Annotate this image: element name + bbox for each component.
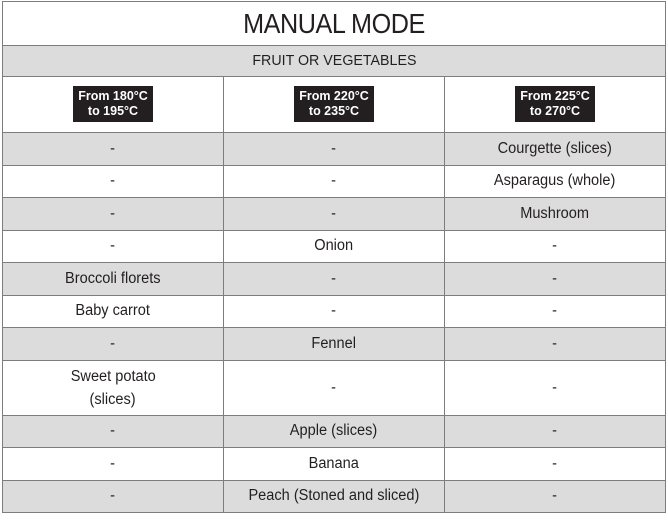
cell-text: - (331, 204, 337, 222)
table-subtitle-text: FRUIT OR VEGETABLES (251, 52, 417, 69)
cell-text: Apple (slices) (290, 422, 378, 440)
table-cell (3, 415, 224, 448)
table-cell (3, 133, 224, 166)
table-row (3, 415, 666, 448)
table-cell (445, 480, 666, 513)
cell-text: Mushroom (520, 204, 590, 222)
table-row (3, 448, 666, 481)
table-cell (445, 198, 666, 231)
cell-text: - (331, 172, 337, 190)
cell-text: - (552, 487, 558, 505)
table-row (3, 165, 666, 198)
table-cell (224, 295, 445, 328)
table-cell (224, 480, 445, 513)
table-title-text: MANUAL MODE (243, 7, 425, 39)
temperature-header-row (3, 77, 666, 133)
table-cell (224, 415, 445, 448)
table-cell (445, 448, 666, 481)
cell-text: - (110, 139, 116, 157)
table-row (3, 230, 666, 263)
table-title (3, 2, 666, 46)
temperature-badge-1 (73, 86, 153, 122)
cell-text: - (110, 487, 116, 505)
table-cell (445, 263, 666, 296)
cell-text: Courgette (slices) (497, 139, 613, 157)
subtitle-row (3, 46, 666, 77)
manual-mode-table (2, 1, 666, 513)
table-cell (224, 133, 445, 166)
table-cell (224, 360, 445, 415)
column-header-2 (224, 77, 445, 133)
table-cell (445, 165, 666, 198)
cell-text-line: (slices) (89, 390, 137, 408)
cell-text: Onion (314, 237, 354, 255)
cell-text: Banana (308, 454, 360, 472)
table-cell (3, 263, 224, 296)
cell-text: Baby carrot (75, 302, 151, 320)
temperature-badge-2-line1: From 220°C (299, 89, 369, 103)
table-cell (445, 133, 666, 166)
table-row (3, 198, 666, 231)
cell-text: - (552, 379, 558, 396)
column-header-1 (3, 77, 224, 133)
cell-text: - (552, 237, 558, 255)
cell-text: - (331, 139, 337, 157)
temperature-badge-1-line1: From 180°C (78, 89, 148, 103)
cell-text: - (110, 237, 116, 255)
cell-text: Fennel (311, 334, 357, 352)
manual-mode-table-sheet (2, 1, 666, 522)
table-cell (3, 328, 224, 361)
table-cell (224, 230, 445, 263)
table-cell (445, 295, 666, 328)
column-header-3 (445, 77, 666, 133)
table-cell (3, 448, 224, 481)
table-cell (3, 480, 224, 513)
table-row (3, 480, 666, 513)
table-cell (224, 448, 445, 481)
cell-text-line: Sweet potato (70, 367, 156, 385)
cell-text: - (552, 422, 558, 440)
cell-text: Broccoli florets (65, 269, 161, 287)
cell-text: Asparagus (whole) (494, 172, 616, 190)
table-cell (445, 360, 666, 415)
title-row (3, 2, 666, 46)
cell-text: - (552, 334, 558, 352)
table-row (3, 133, 666, 166)
temperature-badge-3 (515, 86, 595, 122)
table-row (3, 263, 666, 296)
table-cell (224, 198, 445, 231)
table-row (3, 295, 666, 328)
cell-text: - (331, 302, 337, 320)
table-cell (445, 415, 666, 448)
table-cell (3, 230, 224, 263)
temperature-badge-3-line1: From 225°C (520, 89, 590, 103)
table-cell (3, 165, 224, 198)
table-cell (3, 198, 224, 231)
table-cell (3, 295, 224, 328)
table-row (3, 360, 666, 415)
temperature-badge-3-line2: to 270°C (529, 104, 581, 118)
table-cell (224, 263, 445, 296)
cell-text: - (110, 454, 116, 472)
table-cell (224, 165, 445, 198)
table-cell (445, 230, 666, 263)
temperature-badge-2-line2: to 235°C (308, 104, 360, 118)
table-cell (445, 328, 666, 361)
table-cell (224, 328, 445, 361)
cell-text: - (331, 269, 337, 287)
temperature-badge-2 (294, 86, 374, 122)
cell-text: - (110, 334, 116, 352)
cell-text: - (552, 269, 558, 287)
temperature-badge-1-line2: to 195°C (87, 104, 139, 118)
cell-text: - (110, 172, 116, 190)
table-row (3, 328, 666, 361)
cell-text: Peach (Stoned and sliced) (248, 487, 420, 505)
table-cell (3, 360, 224, 415)
cell-text: - (331, 379, 337, 396)
table-subtitle (3, 46, 666, 77)
cell-text: - (552, 454, 558, 472)
cell-text: - (110, 422, 116, 440)
cell-text: - (110, 204, 116, 222)
cell-text: - (552, 302, 558, 320)
